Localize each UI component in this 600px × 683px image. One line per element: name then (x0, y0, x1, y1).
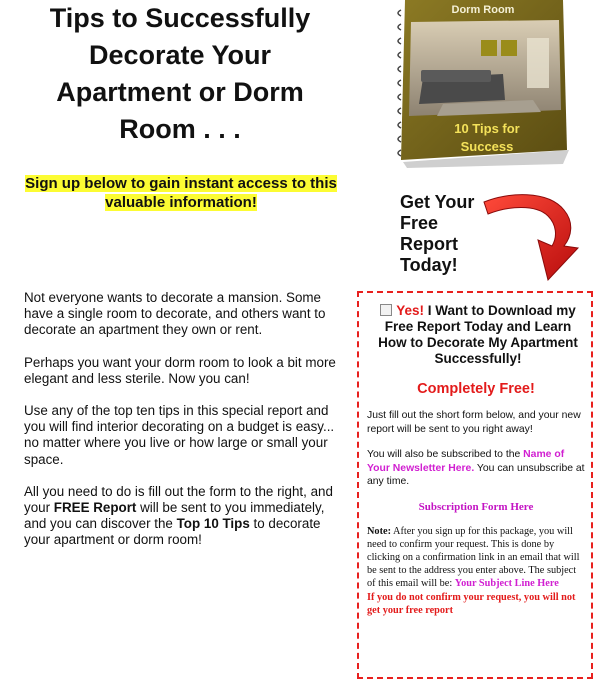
cta-line: Today! (400, 255, 458, 275)
note-text: After you sign up for this package, you will need to confirm your request. This is done by clicking on a confirmation link in an email that will be sent to the address you enter above. The subject of this email will be: (367, 525, 580, 590)
signup-prompt (16, 174, 346, 212)
book-subtitle-line2: Success (460, 139, 514, 154)
book-top-title: Dorm Room (451, 4, 515, 16)
confirmation-note (367, 525, 585, 617)
intro-body (24, 290, 344, 565)
signup-prompt-text: Sign up below to gain instant access to this valuable information! (25, 175, 337, 211)
signup-heading-text: I Want to Download my Free Report Today and Learn How to Decorate My Apartment Successfully! (378, 303, 578, 366)
curved-arrow-icon (478, 188, 584, 282)
subscribe-text-a: You will also be subscribed to the (367, 449, 524, 460)
cta-line: Get Your (400, 192, 475, 212)
book-subtitle-line1: 10 Tips for (454, 121, 520, 136)
cta-line: Report (400, 234, 458, 254)
p4-text-c: will be sent to you immediately, and you can discover the (24, 500, 325, 532)
newsletter-name: Name of Your Newsletter Here. (367, 449, 565, 474)
free-report-emphasis: FREE Report (53, 500, 137, 516)
p4-text-a: All you need to do is fill out the form to the right, and your (24, 483, 333, 516)
completely-free-label: Completely Free! (417, 381, 535, 397)
signup-box (357, 291, 593, 679)
ebook-cover-image (383, 0, 570, 168)
page-headline: Tips to Successfully Decorate Your Apartment or Dorm Room . . . (49, 3, 311, 144)
subject-line: Your Subject Line Here (454, 578, 559, 590)
newsletter-notice (367, 448, 585, 489)
cta-line: Free (400, 213, 439, 233)
top-tips-emphasis: Top 10 Tips (176, 516, 250, 532)
yes-label: Yes! (396, 303, 425, 318)
body-paragraph-2: Perhaps you want your dorm room to look a bit more elegant and less sterile. Now you can! (24, 354, 336, 386)
p4-text-e: to decorate your apartment or dorm room! (24, 516, 321, 548)
form-instructions: Just fill out the short form below, and your new report will be sent to you right away! (367, 410, 581, 435)
subscription-form-placeholder[interactable]: Subscription Form Here (418, 500, 534, 513)
checkbox-icon[interactable] (380, 304, 392, 316)
subscribe-text-b: You can unsubscribe at any time. (367, 462, 585, 487)
body-paragraph-4 (24, 484, 344, 549)
signup-heading (371, 303, 585, 367)
note-label: Note: (367, 525, 392, 537)
confirm-warning: If you do not confirm your request, you will not get your free report (367, 591, 576, 616)
body-paragraph-3: Use any of the top ten tips in this special report and you will find interior decorating on a budget is easy... no matter where you live or how large or small your space. (24, 403, 335, 467)
body-paragraph-1: Not everyone wants to decorate a mansion. Some have a single room to decorate, and others want to decorate an apartment they own or rent. (24, 290, 326, 338)
